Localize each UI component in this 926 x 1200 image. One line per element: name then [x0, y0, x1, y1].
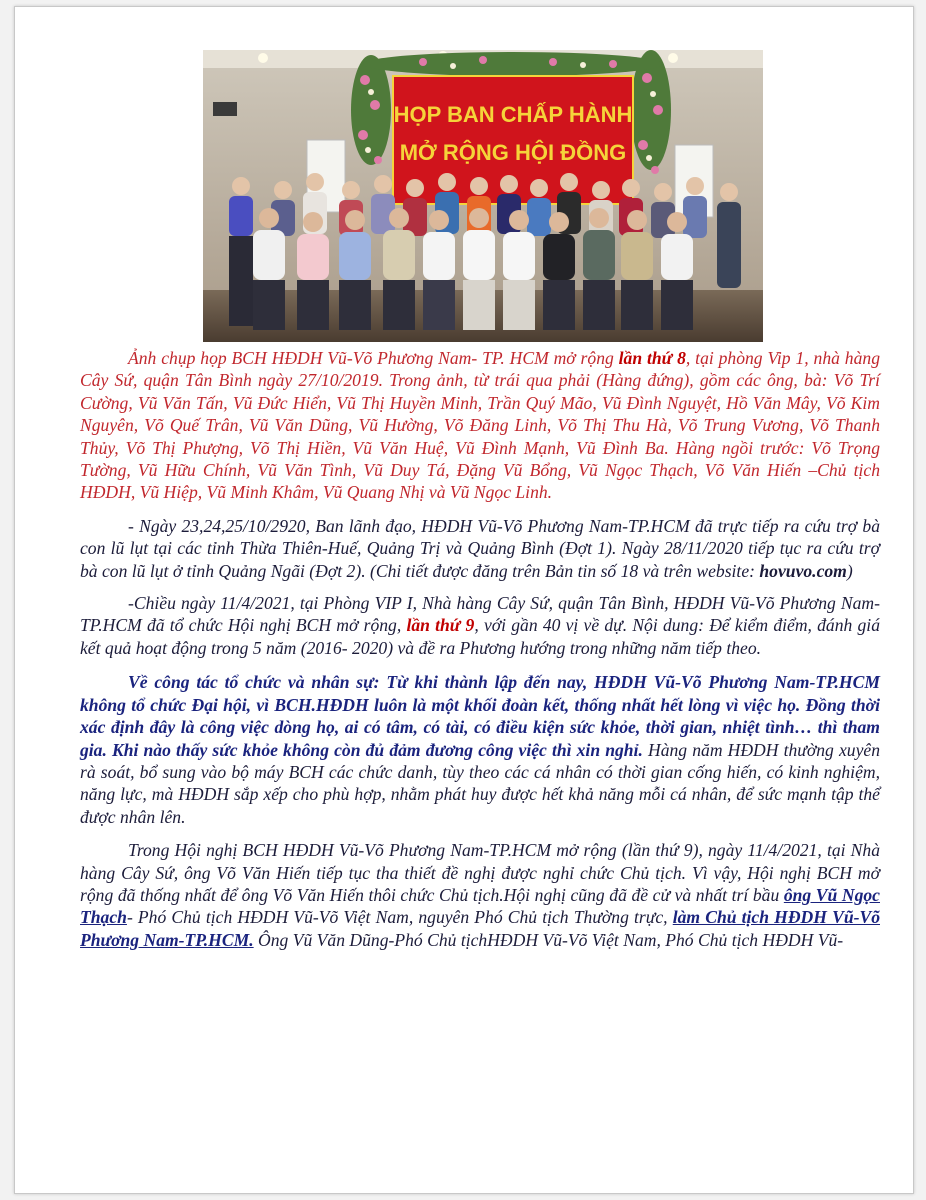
banner-line-1: HỌP BAN CHẤP HÀNH — [393, 102, 633, 127]
paragraph-election — [80, 839, 880, 951]
caption-text: Ảnh chụp họp BCH HĐDH Vũ-Võ Phương Nam- TP. HCM mở rộng — [128, 348, 619, 368]
election-text: Trong Hội nghị BCH HĐDH Vũ-Võ Phương Nam-TP.HCM mở rộng (lần thứ 9), ngày 11/4/2021, tại Nhà hàng Cây Sứ, ông Võ Văn Hiến tiếp tục tha thiết đề nghị được nghỉ chức Chủ tịch. Vì vậy, Hội nghị BCH mở rộng đã thống nhất để ông Võ Văn Hiến thôi chức Chủ tịch.Hội nghị cũng đã đề cử và nhất trí bầu — [80, 840, 880, 905]
election-text-mid: - Phó Chủ tịch HĐDH Vũ-Võ Việt Nam, nguyên Phó Chủ tịch Thường trực, — [126, 907, 673, 928]
election-text-end: Ông Vũ Văn Dũng-Phó Chủ tịchHĐDH Vũ-Võ Việt Nam, Phó Chủ tịch HĐDH Vũ- — [253, 929, 844, 950]
photo-caption — [80, 347, 880, 504]
caption-text-rest: , tại phòng Vip 1, nhà hàng Cây Sứ, quận Tân Bình ngày 27/10/2019. Trong ảnh, từ trái qua phải (Hàng đứng), gồm các ông, bà: Võ Trí Cường, Vũ Văn Tấn, Vũ Đức Hiển, Vũ Thị Huyền Minh, Trần Quý Mão, Vũ Đình Nguyệt, Hồ Văn Mây, Võ Kim Nguyên, Võ Quế Trân, Vũ Văn Dũng, Vũ Hường, Võ Đăng Linh, Võ Thị Thu Hà, Võ Trung Vương, Võ Thanh Thủy, Võ Thị Phượng, Võ Thị Hiền, Vũ Văn Huệ, Vũ Đình Mạnh, Vũ Đình Ba. Hàng ngồi trước: Võ Trọng Tường, Vũ Hữu Chính, Vũ Văn Tình, Vũ Duy Tá, Đặng Vũ Bổng, Vũ Ngọc Thạch, Võ Văn Hiến –Chủ tịch HĐDH, Vũ Hiệp, Vũ Minh Khâm, Vũ Quang Nhị và Vũ Ngọc Linh. — [80, 348, 880, 503]
paragraph-meeting — [80, 592, 880, 659]
paragraph-organization — [80, 671, 880, 828]
organization-text: Hàng năm HĐDH thường xuyên rà soát, bổ sung vào bộ máy BCH các chức danh, tùy theo các cá nhân có thời gian cống hiến, có kinh nghiệm, năng lực, mà HĐDH sắp xếp cho phù hợp, nhằm phát huy được hết khả năng mỗi cá nhân, để sức mạnh tập thể được nhân lên. — [80, 739, 880, 827]
paragraph-relief — [80, 515, 880, 582]
elected-position: làm Chủ tịch HĐDH Vũ-Võ Phương Nam-TP.HCM. — [80, 907, 880, 950]
elected-name: ông Vũ Ngọc Thạch — [80, 884, 880, 928]
meeting-highlight: lần thứ 9 — [406, 615, 475, 636]
caption-highlight: lần thứ 8 — [618, 348, 686, 368]
website-name: hovuvo.com — [759, 560, 847, 581]
article-text — [80, 347, 880, 951]
group-photo — [203, 50, 763, 342]
relief-text-end: ) — [846, 560, 853, 581]
organization-bold-text: Về công tác tổ chức và nhân sự: Từ khi thành lập đến nay, HĐDH Vũ-Võ Phương Nam-TP.HCM không tổ chức Đại hội, vì BCH.HĐDH luôn là một khối đoàn kết, thống nhất hết lòng vì việc họ. Đồng thời xác định đây là công việc dòng họ, ai có tâm, có tài, có điều kiện sức khỏe, thời gian, nhiệt tình… thì tham gia. Khi nào thấy sức khỏe không còn đủ đảm đương công việc thì xin nghỉ. — [80, 672, 880, 760]
meeting-text-rest: , với gần 40 vị về dự. Nội dung: Để kiểm điểm, đánh giá kết quả hoạt động trong 5 năm (2016- 2020) và đề ra Phương hướng trong những năm tiếp theo. — [80, 615, 880, 658]
meeting-text: -Chiều ngày 11/4/2021, tại Phòng VIP I, Nhà hàng Cây Sứ, quận Tân Bình, HĐDH Vũ-Võ Phương Nam-TP.HCM đã tổ chức Hội nghị BCH mở rộng, — [80, 593, 880, 636]
banner-line-2: MỞ RỘNG HỘI ĐỒNG — [399, 140, 627, 165]
document-page — [14, 6, 914, 1194]
relief-text: - Ngày 23,24,25/10/2920, Ban lãnh đạo, HĐDH Vũ-Võ Phương Nam-TP.HCM đã trực tiếp ra cứu trợ bà con lũ lụt tại các tỉnh Thừa Thiên-Huế, Quảng Trị và Quảng Bình (Đợt 1). Ngày 28/11/2020 tiếp tục ra cứu trợ bà con lũ lụt ở tỉnh Quảng Ngãi (Đợt 2). (Chi tiết được đăng trên Bản tin số 18 và trên website: — [80, 515, 880, 581]
